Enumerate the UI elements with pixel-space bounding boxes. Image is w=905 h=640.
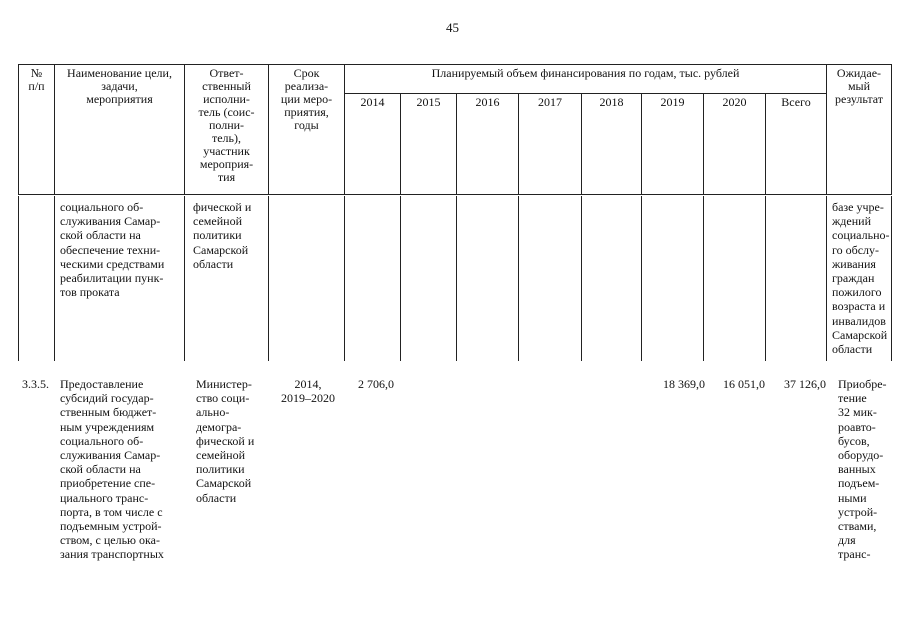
- header-year: 2014: [345, 94, 401, 195]
- row-term-text: 2014, 2019–2020: [281, 377, 335, 406]
- header-year: 2015: [401, 94, 457, 195]
- column-rule: [581, 196, 582, 361]
- header-year: 2017: [519, 94, 582, 195]
- row-name-text: Предоставление субсидий государ- ственным бюджет- ным учреждениям социального об- служивания Самар- ской области на приобретение спе- циального транс- порта, в том числе с подъемным устрой- ством, с целью ока- зания транспортных: [60, 377, 164, 562]
- header-year: 2018: [582, 94, 642, 195]
- header-name: Наименование цели, задачи, мероприятия: [55, 65, 185, 195]
- column-rule: [703, 196, 704, 361]
- header-total: Всего: [766, 94, 827, 195]
- column-rule: [344, 196, 345, 361]
- continuation-executor-text: фической и семейной политики Самарской области: [193, 200, 252, 271]
- column-rule: [518, 196, 519, 361]
- row-result-text: Приобре- тение 32 мик- роавто- бусов, оборудо- ванных подъем- ными устрой- ствами, для транс-: [838, 377, 887, 562]
- continuation-result-text: базе учре- ждений социально- го обслу- живания граждан пожилого возраста и инвалидов Самарской области: [832, 200, 890, 357]
- header-term: Срок реализа- ции меро- приятия, годы: [269, 65, 345, 195]
- header-number: № п/п: [19, 65, 55, 195]
- header-year: 2019: [642, 94, 704, 195]
- column-rule: [891, 196, 892, 361]
- table-header: [18, 64, 892, 195]
- value-2019: 18 369,0: [663, 377, 705, 391]
- column-rule: [456, 196, 457, 361]
- header-financing: Планируемый объем финансирования по годам, тыс. рублей: [345, 65, 827, 94]
- column-rule: [18, 196, 19, 361]
- value-total: 37 126,0: [784, 377, 826, 391]
- column-rule: [400, 196, 401, 361]
- header-year: 2016: [457, 94, 519, 195]
- page-number: 45: [446, 20, 459, 35]
- column-rule: [54, 196, 55, 361]
- row-executor-text: Министер- ство соци- ально- демогра- фической и семейной политики Самарской области: [196, 377, 255, 505]
- value-2014: 2 706,0: [358, 377, 394, 391]
- continuation-name-text: социального об- служивания Самар- ской области на обеспечение техни- ческими средствами реабилитации пунк- тов проката: [60, 200, 165, 300]
- column-rule: [184, 196, 185, 361]
- header-result: Ожидае- мый результат: [827, 65, 892, 195]
- column-rule: [826, 196, 827, 361]
- header-executor: Ответ- ственный исполни- тель (соис- полни- тель), участник мероприя- тия: [185, 65, 269, 195]
- column-rule: [765, 196, 766, 361]
- value-2020: 16 051,0: [723, 377, 765, 391]
- header-year: 2020: [704, 94, 766, 195]
- row-number: 3.3.5.: [22, 377, 49, 391]
- column-rule: [641, 196, 642, 361]
